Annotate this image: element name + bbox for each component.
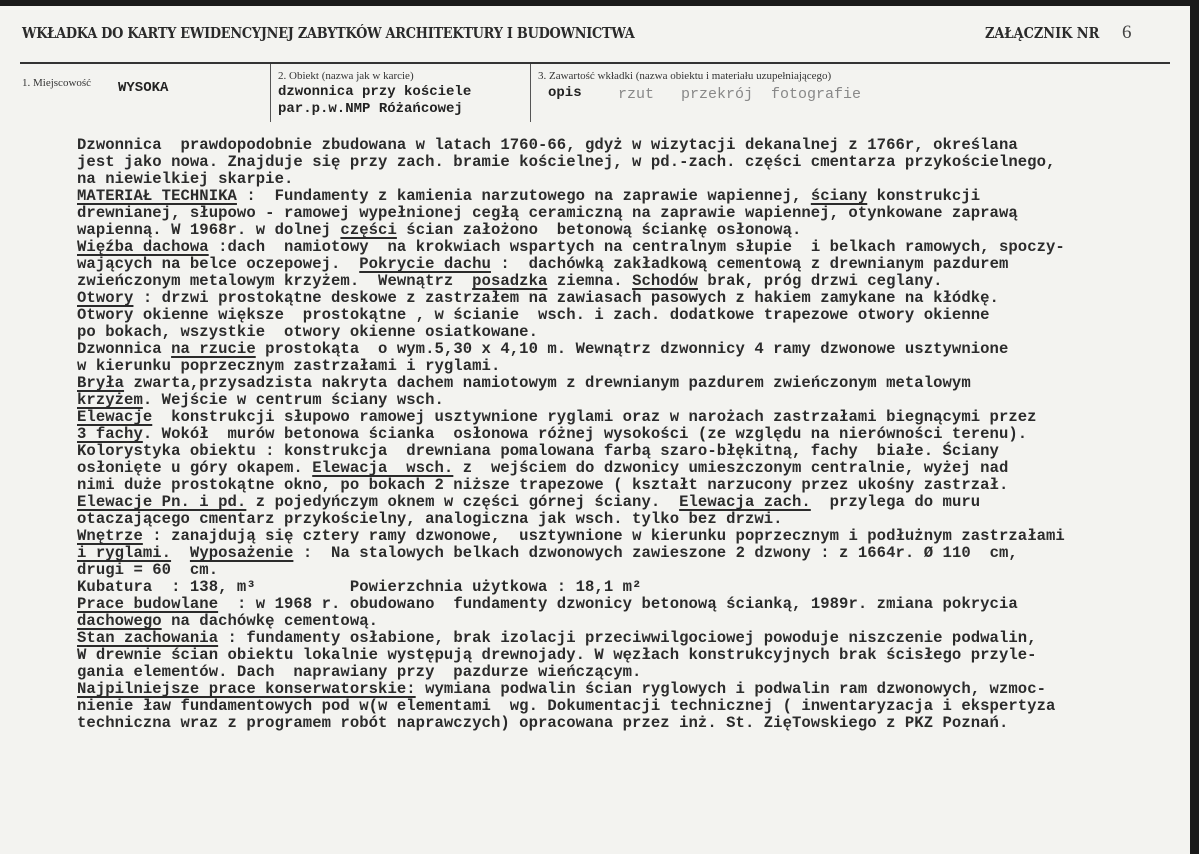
text-segment: : Na stalowych belkach dzwonowych zawieszone 2 dzwony : z 1664r. Ø 110 cm, [293, 544, 1018, 562]
text-line [77, 647, 1167, 664]
text-segment: : zanajdują się cztery ramy dzwonowe, usztywnione w kierunku poprzecznym i podłużnym zastrzałami [142, 527, 1065, 545]
text-line [77, 698, 1167, 715]
text-line [77, 324, 1167, 341]
text-line [77, 137, 1167, 154]
locality-value: WYSOKA [118, 80, 169, 96]
text-line [77, 375, 1167, 392]
text-segment: : dachówką zakładkową cementową z drewnianym pazdurem [490, 255, 1009, 273]
contents-field [530, 64, 1170, 122]
text-segment: otaczającego cmentarz przykościelny, analogiczna jak wsch. tylko bez drzwi. [77, 510, 783, 528]
document-sheet [0, 6, 1190, 854]
text-segment: : fundamenty osłabione, brak izolacji przeciwwilgociowej powoduje niszczenie podwalin, [218, 629, 1037, 647]
text-line [77, 562, 1167, 579]
text-segment: Otwory okienne większe prostokątne , w ścianie wsch. i zach. dodatkowe trapezowe otwory okienne [77, 306, 990, 324]
text-line [77, 715, 1167, 732]
text-segment: . Wokół murów betonowa ścianka osłonowa różnej wysokości (ze względu na nierówności terenu). [142, 425, 1028, 443]
underlined-heading: Najpilniejsze prace konserwatorskie: [77, 680, 416, 698]
underlined-heading: Prace budowlane [77, 595, 219, 613]
underlined-heading: ściany [810, 187, 868, 205]
text-line [77, 358, 1167, 375]
underlined-heading: na rzucie [171, 340, 256, 358]
object-value-line2: par.p.w.NMP Różańcowej [278, 101, 463, 117]
text-segment: z pojedyńczym oknem w części górnej ściany. [246, 493, 680, 511]
text-segment: drewnianej, słupowo - ramowej wypełnionej cegłą ceramiczną na zaprawie wapiennej, otynkowane zaprawą [77, 204, 1018, 222]
text-line [77, 494, 1167, 511]
text-segment: wymiana podwalin ścian ryglowych i podwalin ram dzwonowych, wzmoc- [415, 680, 1047, 698]
text-segment: z wejściem do dzwonicy umieszczonym centralnie, wyżej nad [453, 459, 1009, 477]
underlined-heading: krzyżem [77, 391, 143, 409]
underlined-heading: Elewacje Pn. i pd. [77, 493, 247, 511]
object-value-line1: dzwonnica przy kościele [278, 84, 472, 100]
underlined-heading: części [340, 221, 397, 239]
text-line [77, 256, 1167, 273]
text-segment: drugi = 60 cm. [77, 561, 219, 579]
text-segment: techniczna wraz z programem robót naprawczych) opracowana przez inż. St. ZięTowskiego z PKZ Poznań. [77, 714, 1009, 732]
annex-label: ZAŁĄCZNIK NR [985, 24, 1100, 42]
underlined-heading: Elewacja wsch. [312, 459, 454, 477]
text-segment: zwieńczonym metalowym krzyżem. Wewnątrz [77, 272, 473, 290]
text-segment: wapienną. W 1968r. w dolnej [77, 221, 341, 239]
underlined-heading: 3 fachy [77, 425, 143, 443]
description-text [77, 137, 1167, 732]
text-line [77, 630, 1167, 647]
text-segment: brak, próg drzwi ceglany. [697, 272, 943, 290]
underlined-heading: dachowego [77, 612, 162, 630]
text-line [77, 460, 1167, 477]
text-segment: gania elementów. Dach naprawiany przy pazdurze wieńczącym. [77, 663, 642, 681]
text-segment: : Fundamenty z kamienia narzutowego na zaprawie wapiennej, [236, 187, 811, 205]
header-fields-box [20, 62, 1170, 122]
text-line [77, 205, 1167, 222]
text-line [77, 443, 1167, 460]
text-segment: Kubatura : 138, m³ Powierzchnia użytkowa : 18,1 m² [77, 578, 642, 596]
text-segment: na niewielkiej skarpie. [77, 170, 294, 188]
text-line [77, 664, 1167, 681]
underlined-heading: Wyposażenie [189, 544, 294, 562]
underlined-heading: Bryła [77, 374, 125, 392]
text-line [77, 613, 1167, 630]
text-segment: na dachówkę cementową. [161, 612, 379, 630]
text-segment: zwarta,przysadzista nakryta dachem namiotowym z drewnianym pazdurem zwieńczonym metalowym [124, 374, 971, 392]
text-segment: Dzwonnica [77, 340, 172, 358]
text-line [77, 392, 1167, 409]
text-segment: Dzwonnica prawdopodobnie zbudowana w latach 1760-66, gdyż w wizytacji dekanalnej z 1766r, określana [77, 136, 1018, 154]
underlined-heading: Wnętrze [77, 527, 143, 545]
text-segment: : drzwi prostokątne deskowe z zastrzałem na zawiasach pasowych z hakiem zamykane na kłódkę. [133, 289, 999, 307]
underlined-heading: MATERIAŁ TECHNIKA [77, 187, 237, 205]
text-segment: osłonięte u góry okapem. [77, 459, 313, 477]
text-line [77, 528, 1167, 545]
text-line [77, 171, 1167, 188]
text-line [77, 222, 1167, 239]
text-segment: konstrukcji [867, 187, 981, 205]
text-segment: : w 1968 r. obudowano fundamenty dzwonicy betonową ścianką, 1989r. zmiana pokrycia [218, 595, 1018, 613]
text-segment: :dach namiotowy na krokwiach wspartych na centralnym słupie i belkach ramowych, spoczy- [208, 238, 1065, 256]
text-segment: po bokach, wszystkie otwory okienne osiatkowane. [77, 323, 538, 341]
text-line [77, 545, 1167, 562]
text-line [77, 307, 1167, 324]
text-segment: w kierunku poprzecznym zastrzałami i ryglami. [77, 357, 501, 375]
object-field [270, 64, 531, 122]
underlined-heading: Stan zachowania [77, 629, 219, 647]
underlined-heading: Pokrycie dachu [359, 255, 491, 273]
text-segment: nienie ław fundamentowych pod w(w elementami wg. Dokumentacji technicznej ( inwentaryzacja i ekspertyza [77, 697, 1056, 715]
text-line [77, 477, 1167, 494]
document-title: WKŁADKA DO KARTY EWIDENCYJNEJ ZABYTKÓW ARCHITEKTURY I BUDOWNICTWA [22, 24, 635, 42]
text-line [77, 239, 1167, 256]
text-segment: prostokąta o wym.5,30 x 4,10 m. Wewnątrz dzwonnicy 4 ramy dzwonowe usztywnione [255, 340, 1009, 358]
text-segment: jest jako nowa. Znajduje się przy zach. bramie kościelnej, w pd.-zach. części cmentarza przykościelnego, [77, 153, 1056, 171]
text-line [77, 596, 1167, 613]
contents-label: 3. Zawartość wkładki (nazwa obiektu i materiału uzupełniającego) [538, 70, 832, 82]
contents-selected: opis [548, 85, 582, 101]
underlined-heading: i ryglami. [77, 544, 172, 562]
text-line [77, 409, 1167, 426]
annex-number: 6 [1122, 22, 1132, 43]
locality-label: 1. Miejscowość [22, 77, 92, 89]
text-segment: przylega do muru [810, 493, 981, 511]
text-line [77, 154, 1167, 171]
underlined-heading: Otwory [77, 289, 134, 307]
text-segment: ścian założono betonową ściankę osłonową. [396, 221, 802, 239]
text-line [77, 188, 1167, 205]
text-line [77, 341, 1167, 358]
text-line [77, 579, 1167, 596]
locality-field [20, 64, 271, 122]
underlined-heading: Elewacja zach. [679, 493, 811, 511]
text-segment: konstrukcji słupowo ramowej usztywnione ryglami oraz w narożach zastrzałami biegnącymi przez [152, 408, 1037, 426]
text-line [77, 681, 1167, 698]
text-line [77, 511, 1167, 528]
underlined-heading: posadzka [472, 272, 548, 290]
text-line [77, 290, 1167, 307]
underlined-heading: Więźba dachowa [77, 238, 209, 256]
text-segment: ziemna. [547, 272, 633, 290]
text-segment: W drewnie ścian obiektu lokalnie występują drewnojady. W węzłach konstrukcyjnych brak ścisłego przyle- [77, 646, 1037, 664]
text-line [77, 426, 1167, 443]
contents-other: rzut przekrój fotografie [618, 86, 862, 103]
underlined-heading: Schodów [632, 272, 698, 290]
text-line [77, 273, 1167, 290]
text-segment [171, 544, 190, 562]
text-segment: wających na belce oczepowej. [77, 255, 360, 273]
text-segment: . Wejście w centrum ściany wsch. [142, 391, 444, 409]
text-segment: Kolorystyka obiektu : konstrukcja drewniana pomalowana farbą szaro-błękitną, fachy białe. Ściany [77, 442, 999, 460]
object-label: 2. Obiekt (nazwa jak w karcie) [278, 70, 414, 82]
underlined-heading: Elewacje [77, 408, 153, 426]
text-segment: nimi duże prostokątne okno, po bokach 2 niższe trapezowe ( kształt narzucony przez ukośny zastrzał. [77, 476, 1009, 494]
